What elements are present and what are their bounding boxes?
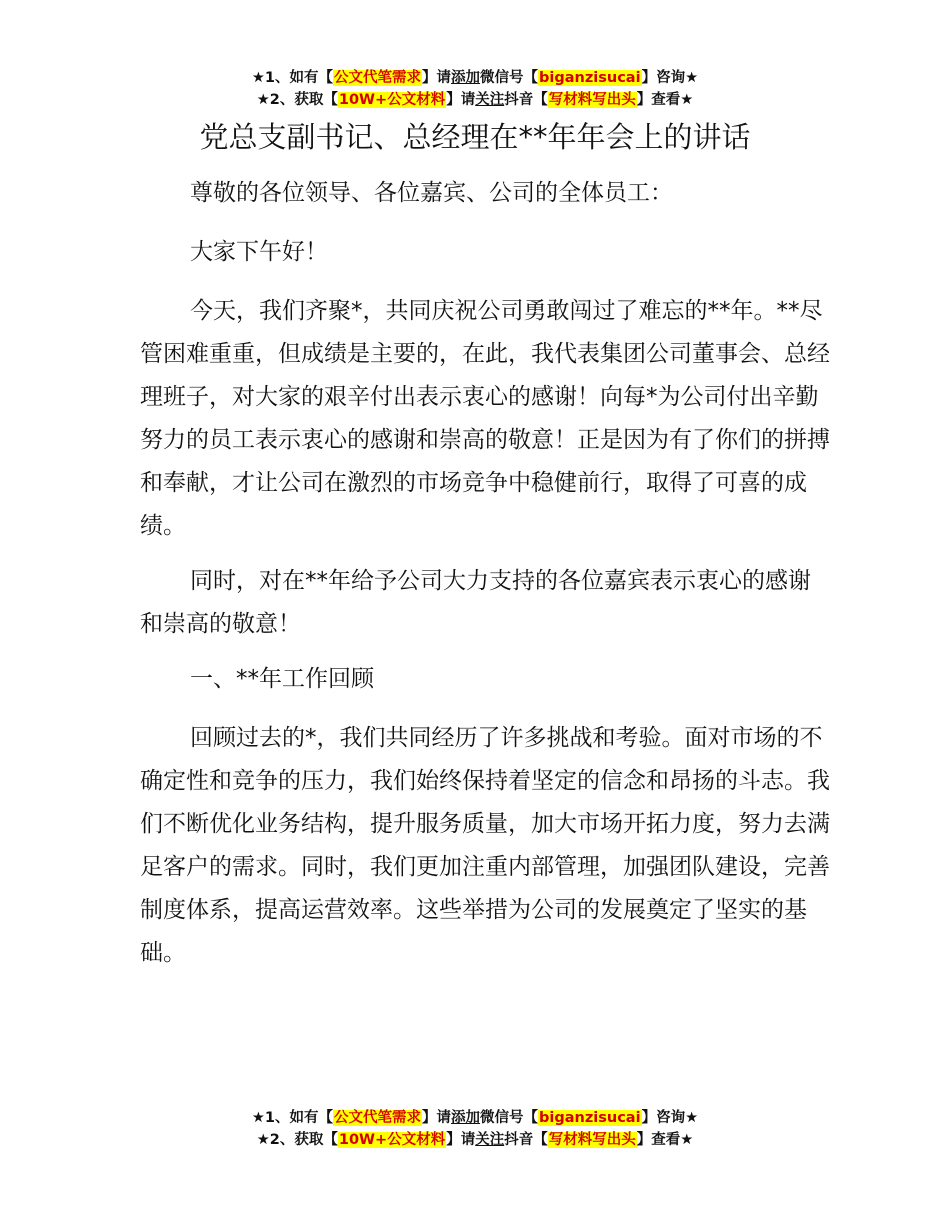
promo-highlight: 10W+公文材料 [338,92,446,108]
promo-line-1 [0,67,950,89]
document-title: 党总支副书记、总经理在**年年会上的讲话 [199,120,751,154]
promo-text: 抖音【 [504,92,548,108]
promo-underline: 添加 [451,70,481,86]
promo-highlight-wechat: biganzisucai [539,70,641,86]
salutation: 尊敬的各位领导、各位嘉宾、公司的全体员工： [190,180,673,206]
promo-text: 微信号【 [480,1110,539,1126]
promo-line-2 [0,1129,950,1151]
promo-text: 微信号【 [480,70,539,86]
promo-text: 抖音【 [504,1132,548,1148]
promo-highlight: 公文代笔需求 [334,70,422,86]
document-body [140,172,830,987]
promo-line-2 [0,89,950,111]
promo-text: ★2、获取【 [256,92,338,108]
promo-text: ★1、如有【 [251,1110,334,1126]
promo-highlight-douyin: 写材料写出头 [548,1132,636,1148]
promo-highlight-douyin: 写材料写出头 [548,92,636,108]
greeting: 大家下午好！ [190,239,328,265]
promo-highlight: 公文代笔需求 [334,1110,422,1126]
promo-underline: 关注 [475,92,505,108]
promo-text: 】查看★ [636,1132,694,1148]
paragraph: 回顾过去的*，我们共同经历了许多挑战和考验。面对市场的不确定性和竞争的压力，我们始终保持着坚定的信念和昂扬的斗志。我们不断优化业务结构，提升服务质量，加大市场开拓力度，努力去满足客户的需求。同时，我们更加注重内部管理，加强团队建设，完善制度体系，提高运营效率。这些举措为公司的发展奠定了坚实的基础。 [140,725,830,966]
paragraph: 同时，对在**年给予公司大力支持的各位嘉宾表示衷心的感谢和崇高的敬意！ [140,568,811,637]
promo-underline: 添加 [451,1110,481,1126]
promo-text: ★1、如有【 [251,70,334,86]
promo-text: 】请 [446,92,476,108]
promo-text: 】请 [422,1110,452,1126]
promo-text: ★2、获取【 [256,1132,338,1148]
promo-banner-bottom [0,1107,950,1151]
promo-text: 】查看★ [636,92,694,108]
promo-underline: 关注 [475,1132,505,1148]
promo-text: 】咨询★ [641,70,699,86]
promo-highlight-wechat: biganzisucai [539,1110,641,1126]
promo-line-1 [0,1107,950,1129]
promo-text: 】咨询★ [641,1110,699,1126]
promo-text: 】请 [446,1132,476,1148]
section-heading: 一、**年工作回顾 [190,666,374,692]
promo-highlight: 10W+公文材料 [338,1132,446,1148]
paragraph: 今天，我们齐聚*，共同庆祝公司勇敢闯过了难忘的**年。**尽管困难重重，但成绩是主要的，在此，我代表集团公司董事会、总经理班子，对大家的艰辛付出表示衷心的感谢！向每*为公司付出辛勤努力的员工表示衷心的感谢和崇高的敬意！正是因为有了你们的拼搏和奉献，才让公司在激烈的市场竞争中稳健前行，取得了可喜的成绩。 [140,298,830,539]
promo-banner-top [0,67,950,111]
promo-text: 】请 [422,70,452,86]
